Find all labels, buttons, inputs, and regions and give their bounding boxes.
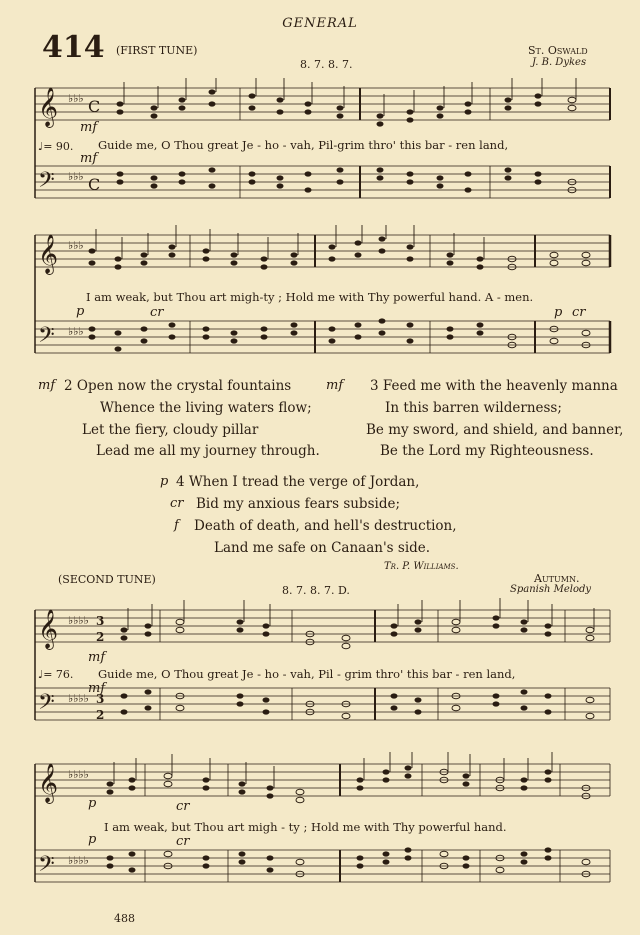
second-tune-lyric-1: Guide me, O Thou great Je - ho - vah, Pil - grim thro' this bar - ren land,	[98, 667, 516, 681]
verse-4-dynamic-2: cr	[170, 496, 184, 511]
first-tune-meter: 8. 7. 8. 7.	[300, 58, 353, 71]
verse-2-line-3: Let the fiery, cloudy pillar	[82, 422, 259, 438]
dynamic-p-second: p	[88, 796, 97, 811]
svg-text:3: 3	[96, 614, 105, 628]
verse-2-line-4: Lead me all my journey through.	[96, 443, 320, 459]
svg-text:𝄞: 𝄞	[38, 234, 59, 274]
verse-3-line-1: 3 Feed me with the heavenly manna	[370, 378, 618, 394]
dynamic-mf-treble: mf	[80, 120, 98, 135]
svg-text:♭♭♭: ♭♭♭	[68, 239, 84, 252]
verse-3-line-3: Be my sword, and shield, and banner,	[366, 422, 624, 438]
dynamic-mf-bass: mf	[80, 151, 98, 166]
first-tune-label: (FIRST TUNE)	[116, 44, 198, 57]
svg-text:♭♭♭: ♭♭♭	[68, 170, 84, 183]
verse-4-line-3: Death of death, and hell's destruction,	[194, 518, 457, 534]
verse-2-dynamic: mf	[38, 378, 56, 393]
svg-text:2: 2	[96, 630, 105, 644]
verse-3-line-4: Be the Lord my Righteousness.	[380, 443, 594, 459]
second-tune-meter: 8. 7. 8. 7. D.	[282, 584, 350, 597]
verse-4-line-4: Land me safe on Canaan's side.	[214, 540, 431, 556]
svg-text:♭♭♭: ♭♭♭	[68, 325, 84, 338]
dynamic-cr-second: cr	[176, 799, 190, 814]
first-tune-composer: J. B. Dykes	[532, 57, 587, 68]
first-tune-name: St. Oswald	[528, 44, 588, 57]
svg-text:C: C	[88, 175, 101, 194]
svg-text:𝄢: 𝄢	[38, 323, 55, 353]
verse-3-line-2: In this barren wilderness;	[385, 400, 562, 416]
dynamic-mf-second-bass: mf	[88, 681, 106, 696]
translator: Tr. P. Williams.	[384, 561, 459, 572]
svg-text:♭♭♭♭: ♭♭♭♭	[68, 614, 89, 627]
svg-text:♭♭♭♭: ♭♭♭♭	[68, 854, 89, 867]
second-tune-label: (SECOND TUNE)	[58, 573, 156, 586]
svg-text:𝄢: 𝄢	[38, 690, 55, 720]
second-tune-name: Autumn.	[534, 572, 580, 585]
svg-text:♭♭♭: ♭♭♭	[68, 92, 84, 105]
verse-4-dynamic-1: p	[160, 474, 169, 489]
first-tune-lyric-2: I am weak, but Thou art migh-ty ; Hold me with Thy powerful hand. A - men.	[86, 290, 534, 304]
verse-4-dynamic-3: f	[174, 518, 179, 533]
svg-text:𝄞: 𝄞	[38, 763, 59, 803]
svg-text:C: C	[88, 97, 101, 116]
svg-text:𝄞: 𝄞	[38, 609, 59, 649]
svg-text:♭♭♭♭: ♭♭♭♭	[68, 768, 89, 781]
second-tune-composer: Spanish Melody	[510, 584, 592, 595]
second-tune-tempo: ♩= 76.	[38, 668, 74, 681]
verse-2-line-1: 2 Open now the crystal fountains	[64, 378, 292, 394]
dynamic-p-first: p	[76, 304, 85, 319]
first-tune-lyric-1: Guide me, O Thou great Je - ho - vah, Pil-grim thro' this bar - ren land,	[98, 138, 509, 152]
verse-4-line-1: 4 When I tread the verge of Jordan,	[176, 474, 420, 490]
svg-text:𝄢: 𝄢	[38, 168, 55, 198]
dynamic-cr-first-bass: cr	[572, 305, 586, 320]
dynamic-cr-first: cr	[150, 305, 164, 320]
page-header: GENERAL	[282, 16, 358, 31]
svg-text:𝄞: 𝄞	[38, 87, 59, 127]
dynamic-cr-second-bass: cr	[176, 834, 190, 849]
svg-text:♭♭♭♭: ♭♭♭♭	[68, 692, 89, 705]
dynamic-p-first-bass: p	[554, 305, 563, 320]
svg-text:3: 3	[96, 692, 105, 706]
verse-2-line-2: Whence the living waters flow;	[100, 400, 312, 416]
verse-3-dynamic: mf	[326, 378, 344, 393]
dynamic-p-second-bass: p	[88, 832, 97, 847]
svg-text:2: 2	[96, 708, 105, 722]
hymn-number: 414	[42, 30, 105, 65]
svg-text:𝄢: 𝄢	[38, 852, 55, 882]
page-number: 488	[114, 912, 135, 925]
verse-4-line-2: Bid my anxious fears subside;	[196, 496, 401, 512]
second-tune-lyric-2: I am weak, but Thou art migh - ty ; Hold me with Thy powerful hand.	[104, 820, 507, 834]
first-tune-tempo: ♩= 90.	[38, 140, 74, 153]
dynamic-mf-second-treble: mf	[88, 650, 106, 665]
